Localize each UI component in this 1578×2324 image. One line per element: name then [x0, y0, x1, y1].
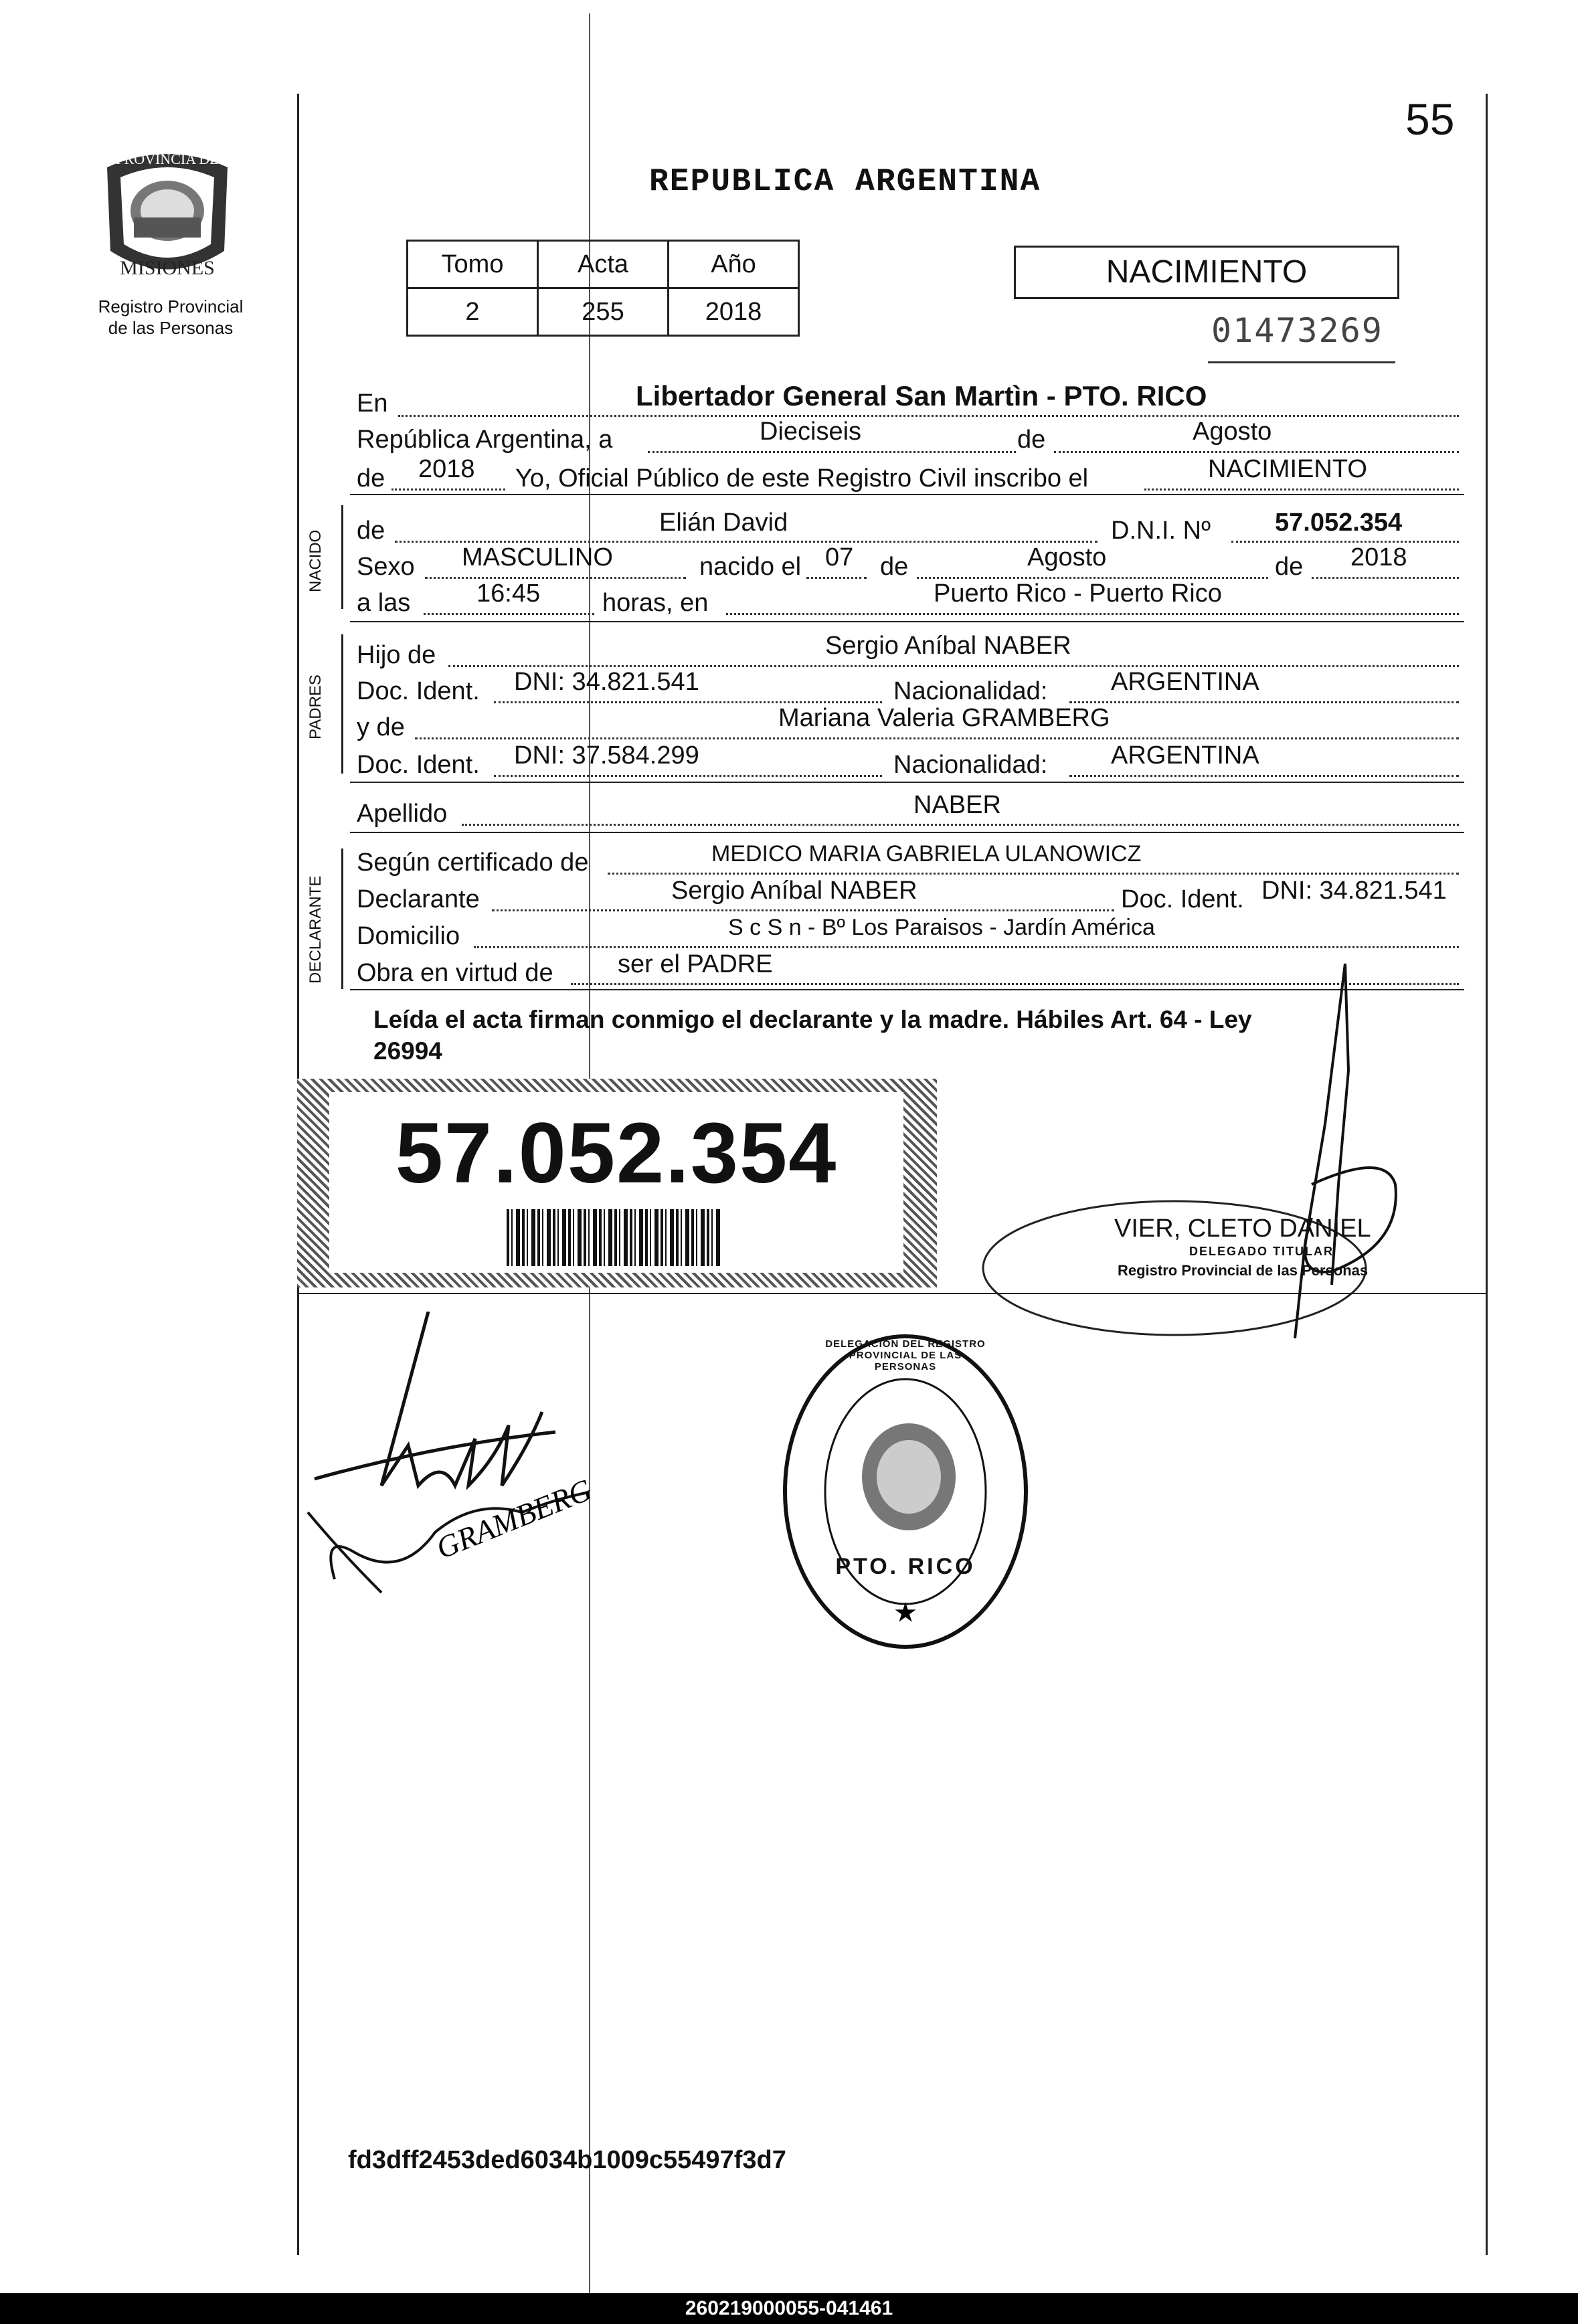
- dots: [1054, 451, 1459, 453]
- dots: [1312, 577, 1459, 579]
- closing-line2: 26994: [373, 1037, 442, 1065]
- barcode-bars: [507, 1209, 721, 1266]
- seal-text-top: PROVINCIA DE: [116, 151, 219, 167]
- republic-label: República Argentina, a: [357, 426, 613, 454]
- month-value: Agosto: [1193, 418, 1272, 446]
- domicilio-label: Domicilio: [357, 922, 460, 950]
- logo-caption-line2: de las Personas: [108, 318, 234, 338]
- apellido-value: NABER: [913, 791, 1001, 819]
- dots: [424, 613, 594, 615]
- apellido-label: Apellido: [357, 800, 448, 828]
- obra-label: Obra en virtud de: [357, 959, 553, 987]
- a-las-label: a las: [357, 589, 411, 617]
- place-value: Libertador General San Martìn - PTO. RICO: [636, 380, 1207, 412]
- declarante-name-value: Sergio Aníbal NABER: [671, 877, 917, 905]
- nacido-section-label: NACIDO: [306, 529, 325, 592]
- dots: [492, 909, 1114, 911]
- child-dni-value: 57.052.354: [1275, 509, 1403, 537]
- mother-signature-text: GRAMBERG: [431, 1472, 597, 1566]
- province-seal-logo: [87, 144, 248, 288]
- logo-caption: [74, 296, 268, 339]
- padres-section-label: PADRES: [306, 675, 325, 739]
- declarant-signatures: [301, 1312, 649, 1633]
- domicilio-value: S c S n - Bº Los Paraisos - Jardín América: [728, 915, 1155, 940]
- dots: [648, 451, 1016, 453]
- seal-center-text: PTO. RICO: [835, 1554, 976, 1579]
- de-label: de: [1017, 426, 1046, 454]
- de-label: de: [880, 553, 909, 581]
- nacionalidad-label: Nacionalidad:: [893, 677, 1048, 705]
- header-tomo: Tomo: [408, 241, 538, 288]
- official-role: DELEGADO TITULAR: [1189, 1245, 1334, 1258]
- child-name-value: Elián David: [659, 509, 788, 537]
- serial-number: 01473269: [1211, 311, 1383, 350]
- dots: [448, 665, 1459, 667]
- father-name-value: Sergio Aníbal NABER: [825, 632, 1071, 660]
- value-tomo: 2: [408, 288, 538, 336]
- dots: [1144, 488, 1459, 490]
- barcode-label-inner: [329, 1092, 903, 1273]
- day-words-value: Dieciseis: [760, 418, 862, 446]
- section-bracket: [341, 634, 343, 774]
- section-bracket: [341, 505, 343, 609]
- obra-value: ser el PADRE: [618, 950, 773, 978]
- value-acta: 255: [538, 288, 669, 336]
- en-label: En: [357, 389, 388, 418]
- official-text: Yo, Oficial Público de este Registro Civil inscribo el: [515, 464, 1089, 493]
- horas-en-label: horas, en: [602, 589, 709, 617]
- dots: [1069, 775, 1459, 777]
- doc-ident-label: Doc. Ident.: [1121, 885, 1244, 913]
- year-value: 2018: [418, 455, 475, 483]
- dots: [415, 737, 1459, 739]
- official-office: Registro Provincial de las Personas: [1118, 1262, 1369, 1279]
- dots: [474, 946, 1459, 948]
- dots: [425, 577, 686, 579]
- dots: [395, 541, 1098, 543]
- value-ano: 2018: [669, 288, 799, 336]
- dots: [806, 577, 867, 579]
- dots: [494, 775, 882, 777]
- birth-place-value: Puerto Rico - Puerto Rico: [934, 579, 1222, 608]
- dni-label: D.N.I. Nº: [1111, 517, 1211, 545]
- nacionalidad-label: Nacionalidad:: [893, 751, 1048, 779]
- certificado-label: Según certificado de: [357, 848, 589, 877]
- seal-ring-text: DELEGACION DEL REGISTRO PROVINCIAL DE LAS PERSONAS: [825, 1338, 986, 1372]
- right-margin-line: [1486, 94, 1488, 2255]
- de-label: de: [1275, 553, 1304, 581]
- document-type-box: NACIMIENTO: [1014, 246, 1399, 299]
- dots: [608, 873, 1459, 875]
- mother-name-value: Mariana Valeria GRAMBERG: [778, 704, 1110, 732]
- sexo-value: MASCULINO: [462, 543, 613, 571]
- section-divider: [350, 832, 1464, 833]
- certificado-value: MEDICO MARIA GABRIELA ULANOWICZ: [711, 841, 1142, 867]
- header-acta: Acta: [538, 241, 669, 288]
- page-number: 55: [1405, 94, 1455, 144]
- birth-day-value: 07: [825, 543, 854, 571]
- section-divider: [350, 494, 1464, 495]
- closing-line1: Leída el acta firman conmigo el declarante y la madre. Hábiles Art. 64 - Ley: [373, 1006, 1252, 1033]
- sexo-label: Sexo: [357, 553, 415, 581]
- dots: [494, 701, 882, 703]
- dots: [726, 613, 1459, 615]
- y-de-label: y de: [357, 713, 405, 741]
- declarante-section-label: DECLARANTE: [306, 875, 325, 984]
- barcode-number: 57.052.354: [395, 1105, 838, 1201]
- dots: [1069, 701, 1459, 703]
- act-type-value: NACIMIENTO: [1208, 455, 1367, 483]
- birth-month-value: Agosto: [1027, 543, 1107, 571]
- section-bracket: [341, 848, 343, 989]
- father-doc-value: DNI: 34.821.541: [514, 668, 699, 696]
- footer-code-bar: [0, 2293, 1578, 2324]
- dots: [462, 824, 1459, 826]
- document-hash: fd3dff2453ded6034b1009c55497f3d7: [348, 2146, 786, 2174]
- official-signature: [1231, 964, 1405, 1352]
- doc-ident-label: Doc. Ident.: [357, 677, 480, 705]
- de-label: de: [357, 464, 385, 493]
- registry-table: [406, 240, 800, 337]
- official-name: VIER, CLETO DANIEL: [1114, 1215, 1371, 1243]
- section-divider: [350, 621, 1464, 622]
- birth-year-value: 2018: [1350, 543, 1407, 571]
- barcode-label-frame: [297, 1079, 937, 1287]
- seal-text-bottom: MISIONES: [120, 257, 215, 279]
- logo-caption-line1: Registro Provincial: [98, 296, 244, 317]
- doc-ident-label: Doc. Ident.: [357, 751, 480, 779]
- de-label: de: [357, 517, 385, 545]
- birth-time-value: 16:45: [476, 579, 541, 608]
- svg-text:★: ★: [894, 1599, 917, 1626]
- section-divider: [350, 782, 1464, 783]
- mother-nationality-value: ARGENTINA: [1111, 741, 1259, 770]
- declarante-doc-value: DNI: 34.821.541: [1261, 877, 1447, 905]
- document-title: REPUBLICA ARGENTINA: [649, 164, 1041, 200]
- dots: [398, 415, 1459, 417]
- dots: [391, 488, 505, 490]
- serial-underline: [1208, 361, 1395, 363]
- dots: [917, 577, 1268, 579]
- hijo-de-label: Hijo de: [357, 641, 436, 669]
- footer-code: 260219000055-041461: [685, 2297, 893, 2319]
- header-ano: Año: [669, 241, 799, 288]
- father-nationality-value: ARGENTINA: [1111, 668, 1259, 696]
- declarante-label: Declarante: [357, 885, 480, 913]
- registry-round-seal: [782, 1333, 1029, 1650]
- mother-doc-value: DNI: 37.584.299: [514, 741, 699, 770]
- dots: [1231, 541, 1459, 543]
- nacido-el-label: nacido el: [699, 553, 802, 581]
